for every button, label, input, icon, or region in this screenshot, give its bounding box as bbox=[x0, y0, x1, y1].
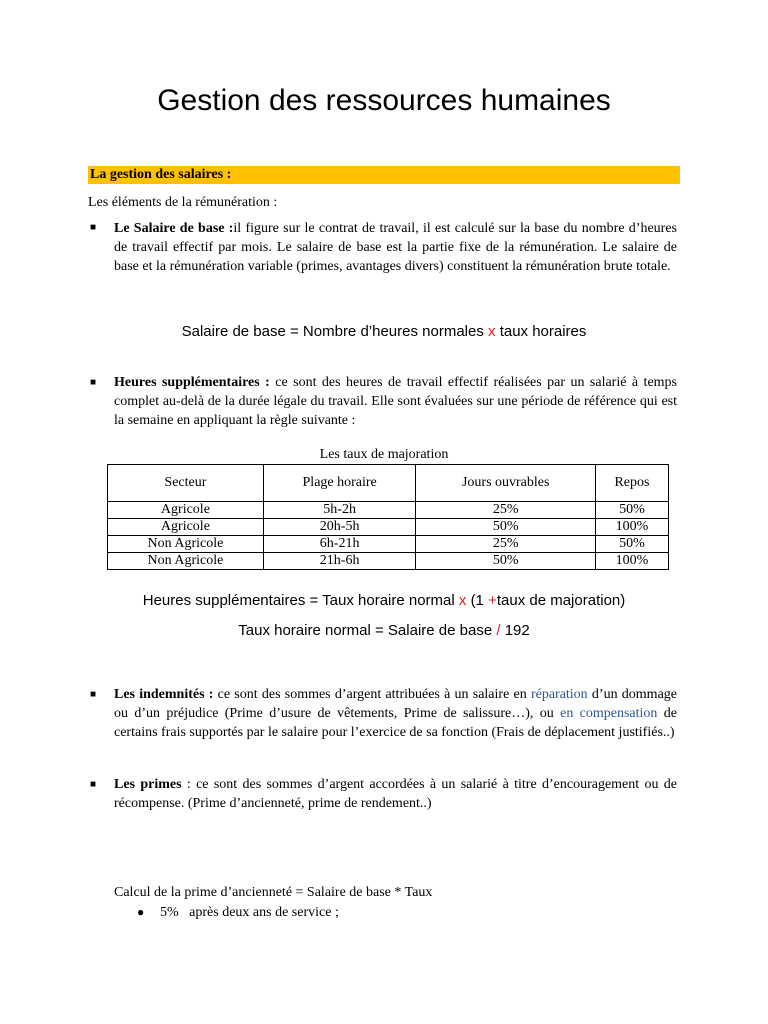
table-cell: 20h-5h bbox=[263, 519, 416, 536]
anciennete-list-item bbox=[160, 903, 339, 922]
table-cell: 6h-21h bbox=[263, 536, 416, 553]
table-row bbox=[108, 502, 669, 519]
anciennete-rate: 5% bbox=[160, 905, 179, 920]
formula3-right: 192 bbox=[504, 622, 530, 639]
bullet-square-icon: ■ bbox=[90, 377, 97, 388]
table-cell: 50% bbox=[416, 553, 596, 570]
primes-paragraph bbox=[114, 775, 677, 813]
header-secteur: Secteur bbox=[108, 465, 264, 502]
majoration-table bbox=[107, 464, 669, 570]
page-title: Gestion des ressources humaines bbox=[157, 84, 611, 117]
formula-taux-horaire bbox=[0, 622, 768, 639]
table-cell: 100% bbox=[595, 519, 668, 536]
salaire-base-text: il figure sur le contrat de travail, il est calculé sur la base du nombre d’heures de travail effectif par mois. Le salaire de base est la partie fixe de la rémunération. Le salaire de base et la rémunération variable (primes, avantages divers) constituent la rémunération brute totale. bbox=[114, 221, 677, 274]
table-cell: Non Agricole bbox=[108, 536, 264, 553]
section-heading: La gestion des salaires : bbox=[88, 166, 680, 184]
formula3-operator: / bbox=[496, 622, 501, 639]
salaire-base-label: Le Salaire de base : bbox=[114, 221, 234, 236]
table-cell: Non Agricole bbox=[108, 553, 264, 570]
formula-heures-sup bbox=[0, 592, 768, 609]
table-cell: 50% bbox=[416, 519, 596, 536]
formula1-operator: x bbox=[488, 323, 496, 340]
formula2-left: Heures supplémentaires = Taux horaire normal bbox=[142, 592, 455, 609]
heures-sup-text: ce sont des heures de travail effectif réalisées par un salarié à temps complet au-delà de la durée légale du travail. Elle sont évaluées sur une période de référence qui est la semaine en appliquant la règle suivante : bbox=[114, 375, 677, 428]
table-row bbox=[108, 536, 669, 553]
table-cell: Agricole bbox=[108, 502, 264, 519]
formula2-operator-plus: + bbox=[488, 592, 497, 609]
table-header-row bbox=[108, 465, 669, 502]
header-repos: Repos bbox=[595, 465, 668, 502]
indemnites-paragraph bbox=[114, 685, 677, 742]
primes-text: : ce sont des sommes d’argent accordées à un salarié à titre d’encouragement ou de récompense. (Prime d’ancienneté, prime de rendement..) bbox=[114, 777, 678, 811]
table-row bbox=[108, 553, 669, 570]
bullet-dot-icon: ● bbox=[137, 905, 145, 919]
formula2-right: taux de majoration) bbox=[496, 592, 626, 609]
compensation-link[interactable]: en compensation bbox=[560, 706, 658, 721]
formula-salaire-base bbox=[0, 323, 768, 340]
table-cell: 25% bbox=[416, 502, 596, 519]
table-cell: 100% bbox=[595, 553, 668, 570]
table-cell: 25% bbox=[416, 536, 596, 553]
indemnites-text-3: de certains frais supportés par le salaire pour l’exercice de sa fonction (Frais de déplacement justifiés..) bbox=[114, 706, 677, 740]
table-cell: 50% bbox=[595, 502, 668, 519]
indemnites-text-2: d’un dommage ou d’un préjudice (Prime d’usure de vêtements, Prime de salissure…), ou bbox=[114, 687, 677, 721]
table-cell: 21h-6h bbox=[263, 553, 416, 570]
table-row bbox=[108, 519, 669, 536]
heures-sup-label: Heures supplémentaires : bbox=[114, 375, 270, 390]
table-cell: Agricole bbox=[108, 519, 264, 536]
formula3-left: Taux horaire normal = Salaire de base bbox=[238, 622, 493, 639]
calcul-prime-anciennete: Calcul de la prime d’ancienneté = Salaire de base * Taux bbox=[114, 885, 433, 900]
header-plage-horaire: Plage horaire bbox=[263, 465, 416, 502]
bullet-square-icon: ■ bbox=[90, 689, 97, 700]
table-cell: 5h-2h bbox=[263, 502, 416, 519]
reparation-link[interactable]: réparation bbox=[530, 687, 588, 702]
indemnites-text-1: ce sont des sommes d’argent attribuées à un salaire en bbox=[213, 687, 531, 702]
header-jours-ouvrables: Jours ouvrables bbox=[416, 465, 596, 502]
formula2-operator-x: x bbox=[458, 592, 467, 609]
formula2-mid: (1 bbox=[470, 592, 484, 609]
formula1-left: Salaire de base = Nombre d’heures normales bbox=[181, 323, 484, 340]
bullet-square-icon: ■ bbox=[90, 222, 97, 233]
salaire-base-paragraph bbox=[114, 219, 677, 276]
formula1-right: taux horaires bbox=[499, 323, 587, 340]
table-cell: 50% bbox=[595, 536, 668, 553]
indemnites-label: Les indemnités : bbox=[114, 687, 214, 702]
anciennete-text: après deux ans de service ; bbox=[189, 905, 339, 920]
heures-sup-paragraph bbox=[114, 373, 677, 430]
primes-label: Les primes bbox=[114, 777, 182, 792]
bullet-square-icon: ■ bbox=[90, 779, 97, 790]
table-caption: Les taux de majoration bbox=[319, 447, 449, 462]
intro-text: Les éléments de la rémunération : bbox=[88, 195, 278, 210]
